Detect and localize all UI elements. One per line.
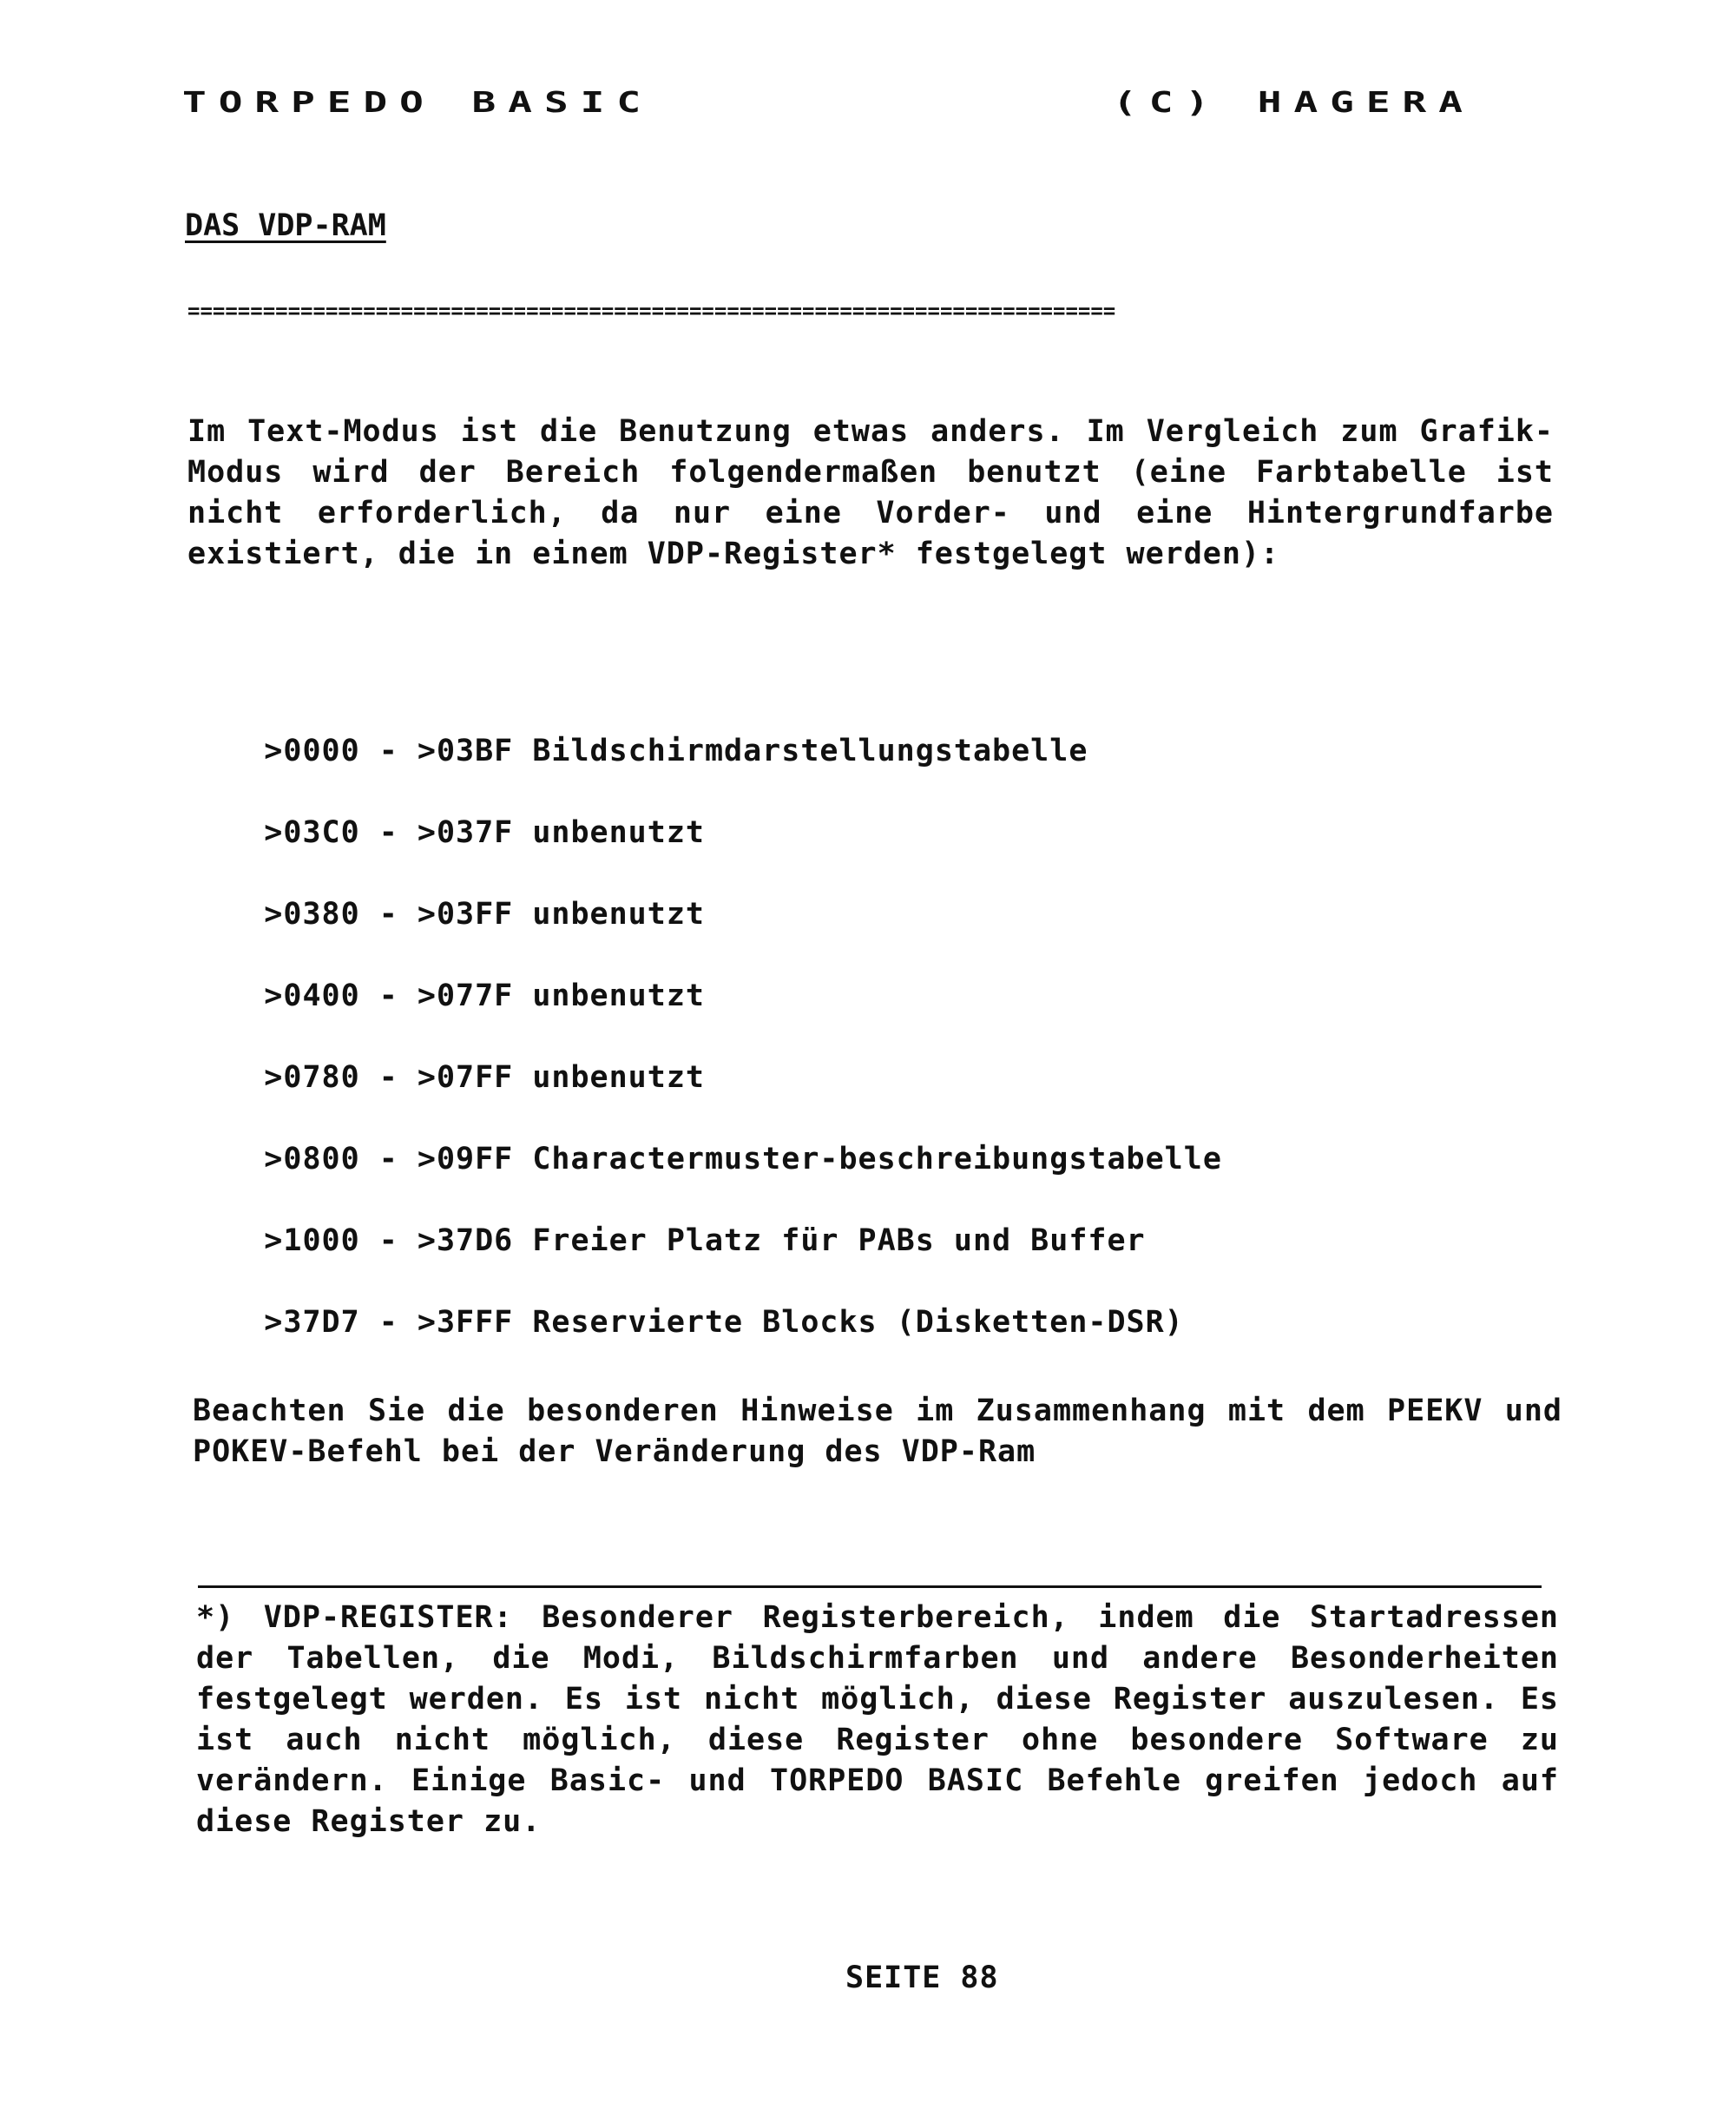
memory-description: unbenutzt <box>532 815 705 850</box>
memory-description: Bildschirmdarstellungstabelle <box>532 734 1088 768</box>
memory-description: unbenutzt <box>532 1060 705 1095</box>
page-number: SEITE 88 <box>845 1961 999 1995</box>
intro-paragraph: Im Text-Modus ist die Benutzung etwas anders. Im Vergleich zum Grafik-Modus wird der Bereich folgendermaßen benutzt (eine Farbtabelle ist nicht erforderlich, da nur eine Vorder- und eine Hintergrundfarbe existiert, die in einem VDP-Register* festgelegt werden): <box>187 414 1554 571</box>
memory-range: >37D7 - >3FFF <box>264 1305 514 1340</box>
separator-line: ========================================================================== <box>187 299 1116 323</box>
memory-range: >0000 - >03BF <box>264 734 514 768</box>
memory-range: >0780 - >07FF <box>264 1060 514 1095</box>
memory-description: Reservierte Blocks (Disketten-DSR) <box>532 1305 1184 1340</box>
footnote-text: *) VDP-REGISTER: Besonderer Registerbereich, indem die Startadressen der Tabellen, die Modi, Bildschirmfarben und andere Besonderheiten festgelegt werden. Es ist nicht möglich, diese Register auszulesen. Es ist auch nicht möglich, diese Register ohne besondere Software zu verändern. Einige Basic- und TORPEDO BASIC Befehle greifen jedoch auf diese Register zu. <box>196 1600 1559 1839</box>
memory-range: >03C0 - >037F <box>264 815 514 850</box>
memory-description: unbenutzt <box>532 979 705 1013</box>
section-title: DAS VDP-RAM <box>185 208 386 243</box>
memory-range: >1000 - >37D6 <box>264 1223 514 1258</box>
memory-description: Freier Platz für PABs und Buffer <box>532 1223 1146 1258</box>
memory-map-row <box>187 1270 1184 1374</box>
document-header-title: TORPEDO BASIC <box>182 85 654 119</box>
footnote-divider <box>198 1585 1542 1588</box>
document-header-copyright: (C) HAGERA <box>1113 85 1475 119</box>
note-paragraph: Beachten Sie die besonderen Hinweise im Zusammenhang mit dem PEEKV und POKEV-Befehl bei der Veränderung des VDP-Ram <box>193 1394 1562 1469</box>
memory-description: unbenutzt <box>532 897 705 932</box>
memory-description: Charactermuster-beschreibungstabelle <box>532 1142 1222 1176</box>
memory-range: >0380 - >03FF <box>264 897 514 932</box>
memory-range: >0800 - >09FF <box>264 1142 514 1176</box>
memory-range: >0400 - >077F <box>264 979 514 1013</box>
